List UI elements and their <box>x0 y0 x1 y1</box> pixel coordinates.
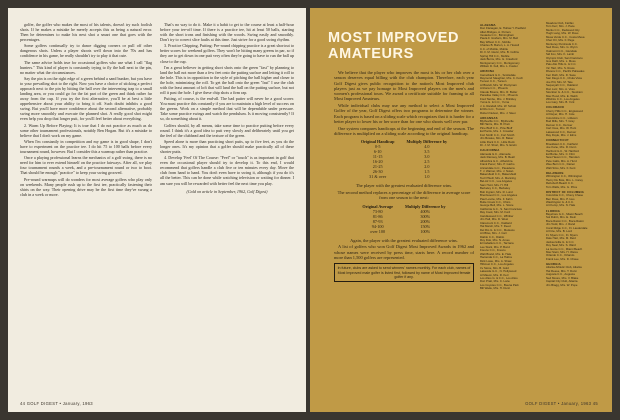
list-item: Butte Creek C.C., Chico <box>480 201 511 205</box>
list-item: Hal Reese, Mrs. T. Dunn <box>546 269 577 273</box>
list-item: Art Bliss, Mrs. J. Carr <box>480 232 507 236</box>
list-item: Vestavia C.C., Birmingham <box>480 33 514 37</box>
list-item: Hacienda C.C., La Habra <box>480 256 512 260</box>
list-item: Jim Bowles, Mrs. R. Baker <box>480 137 514 141</box>
table-cell: 300% <box>420 213 431 219</box>
notice-box: In future, clubs are asked to send winners' names monthly. For each club, names of Most Improved male golfer is listed first, followed by name of Most Improved female golfer if any. <box>334 263 474 282</box>
closing-paragraphs <box>334 238 474 261</box>
list-item: Chet Orr, Mrs. F. Page <box>546 39 575 43</box>
list-item: Columbine C.C., Littleton <box>546 116 578 120</box>
paragraph: 4. Develop 'Feel' Of The Course: "Feel" or "touch" is as important in golf that even the occasional player should try to develop it. To this end, I would recommend that golfers handle a club five or ten minutes every day. Move the club from hand to hand. You don't even have to swing it, although if you do it's all the better. This can be done while watching television or waiting for dinner. I am sure you will be rewarded with better feel the next time you play. <box>160 155 294 186</box>
table-cell: 3.0 <box>424 154 430 160</box>
list-item: T. J. Warner, Mrs. J. Nolan <box>480 169 514 173</box>
list-item: William D. Fell, Mrs. L. Fowler <box>480 65 518 69</box>
list-item: George Bell, Mrs. L. Stone <box>480 204 514 208</box>
list-item: Blytheville C.C., Blytheville <box>480 120 514 124</box>
list-item: Charles B. Burton, L. A. Howell <box>480 44 520 48</box>
list-item: Wee Burn C.C., Darien <box>546 163 576 167</box>
list-item: Capital City Club, Atlanta <box>546 280 578 284</box>
list-item: Los Coyotes C.C., Buena Park <box>480 283 519 287</box>
list-item: Stockton G. & C.C., Stockton <box>546 91 583 95</box>
paragraph: 3. Practice Chipping, Putting: Pre-round chipping practice is a great shortcut to better scores for weekend golfers. They won't be hitting many greens in par, so if they are to get down in one putt very often they're going to have to run the ball up close to the cup. <box>160 43 294 64</box>
list-item: Olympic Club, San Francisco <box>546 56 583 60</box>
list-item: Sol Rubin, Mrs. E. Klein <box>546 216 577 220</box>
list-item: Candlewood C.C., Whittier <box>480 214 514 218</box>
list-item: Alhambra G.C., Alhambra <box>480 159 513 163</box>
paragraph: The second method replaces a percentage of the difference in average score from one season to the next: <box>337 190 471 201</box>
paragraph: 2. Warm Up Before Playing: It is true that I do not practice as much as do some other tournament professionals, notably Ben Hogan. But it's a mistake to believe that I don't work on my game. <box>20 122 152 138</box>
list-item: Jim Bragg, Mrs. W. Pope <box>546 283 578 287</box>
list-item: Ray Cook, Mrs. M. Ford <box>480 211 511 215</box>
article-column-1 <box>20 22 152 388</box>
paragraph: Once a playing professional learns the mechanics of a golf swing, there is no need for him to ever extend himself on the practice fairways. After all, we play four tournament rounds a week, and a pre-tournament round or two to boot. That should be enough "practice" to keep your swing grooved. <box>20 155 152 176</box>
table-cell: 26-30 <box>372 169 383 175</box>
right-folio: GOLF DIGEST • January, 1963 45 <box>525 401 598 406</box>
list-item: Al Mason, Mrs. R. Kerr <box>480 273 509 277</box>
table-cell: 21-25 <box>372 164 383 170</box>
table-cell: 0-5 <box>374 144 381 150</box>
state-heading: GEORGIA <box>546 261 561 266</box>
list-item: Joe Pitt, Mrs. M. Tate <box>546 80 573 84</box>
list-item: Max Hood, Mrs. E. Webb <box>546 94 578 98</box>
paragraph: The player with the greatest evaluated difference wins. <box>355 183 453 189</box>
list-item: Boca Raton C.C., Boca Raton <box>546 219 584 223</box>
table-cell: 3.5 <box>424 149 430 155</box>
list-item: Augusta C.C., Augusta <box>546 273 575 277</box>
list-item: La Gorce C.C., Miami Beach <box>546 247 583 251</box>
table-cell: 11-15 <box>372 154 383 160</box>
list-item: Tom Walls, Mrs. G. Price <box>546 185 578 189</box>
list-item: Frank Lee, Mrs. D. Chase <box>546 257 579 261</box>
list-item: Hal Marsh, Mrs. T. Reed <box>480 225 511 229</box>
list-item: Claremont C.C., Oakland <box>480 221 512 225</box>
left-folio: 44 GOLF DIGEST • January, 1963 <box>20 401 93 406</box>
list-item: Alameda G.C., Alameda <box>480 152 511 156</box>
list-item: Hugh Lang, Mrs. W. Ross <box>546 32 579 36</box>
list-item: Gus Dahl, Mrs. L. Moss <box>546 59 576 63</box>
list-item: Ft. Myers C.C., Ft. Myers <box>546 233 578 237</box>
list-item: Bel-Air C.C., Los Angeles <box>480 180 513 184</box>
table-cell: 400% <box>420 208 431 214</box>
list-item: Sam Hunt, Mrs. H. Hill <box>480 183 509 187</box>
list-item: Los Altos G. & C.C., Los Altos <box>480 277 518 280</box>
table-cell: 100% <box>420 228 431 234</box>
list-item: Sequoyah C.C., Oakland <box>546 84 578 88</box>
list-item: Wilshire C.C., Los Angeles <box>546 97 580 101</box>
list-item: Pine Bluff C.C., Pine Bluff <box>480 126 513 130</box>
list-item: Henry Du Bois, Mrs. L. Carey <box>546 178 583 182</box>
list-item: Jacksonville G. & C.C. <box>546 240 575 244</box>
list-item: Lakewood C.C., Denver <box>546 130 577 134</box>
paragraph: Some golfers continually try to dance digging corners or pull off other dangerous shots. Unless a player shoots well down into the 70s and has confidence in his game, he really shouldn't try to play it that cute. <box>20 43 152 59</box>
table-cell: 150% <box>420 223 431 229</box>
list-item: Jack Ramsey, Mrs. B. Beall <box>480 156 515 160</box>
right-page <box>310 8 612 412</box>
list-item: Bud Mills, Mrs. T. Gray <box>546 120 575 124</box>
list-item: Bill Harris, Mrs. B. Pratt <box>480 123 510 127</box>
list-item: Denver C.C., Denver <box>546 123 573 127</box>
list-item: Walt Brand, Mrs. E. Hale <box>480 252 512 256</box>
list-item: Hartford G.C., W. Hartford <box>546 149 579 153</box>
table-cell: over 100 <box>370 228 386 234</box>
list-item: Atlanta Athletic Club, Atlanta <box>546 266 582 270</box>
list-item: Fresno C.C., Fresno <box>480 249 506 253</box>
list-item: Ed Harris, Mrs. J. Crowder <box>480 130 514 134</box>
list-item: Jim Hall, Mrs. D. West <box>480 218 509 222</box>
list-item: Paul Levine, Mrs. F. Kahn <box>480 197 513 201</box>
list-item: Don Pratt, Mrs. C. Lane <box>480 280 510 284</box>
list-item: Claude Bivens, Mrs. R. Butler <box>480 90 518 94</box>
list-item: Riviera C.C., Pacific Palisades <box>546 70 585 74</box>
table-cell: 73-80 <box>372 208 383 214</box>
list-item: Bakersfield C.C., Bakersfield <box>480 173 517 177</box>
list-item: Little Rock C.C., Little Rock <box>480 140 515 144</box>
list-item: Joe Kane, Mrs. R. Dunn <box>546 146 577 150</box>
list-item: Diablo C.C., Diablo <box>480 235 505 239</box>
list-item: California G.C., S. San Francisco <box>480 207 522 211</box>
table-cell: 31 & over <box>369 174 387 180</box>
list-item: Dale Hart, Mrs. M. Reid <box>546 237 576 241</box>
list-item: Monterey Peninsula C.C. <box>546 42 578 46</box>
state-heading: ARKANSAS <box>480 115 498 120</box>
list-item: Paradise Valley C.C., Phoenix <box>480 94 518 98</box>
state-heading: CALIFORNIA <box>480 148 500 153</box>
list-item: Palo Alto Hills G. & C.C. <box>546 63 577 67</box>
list-item: New Haven C.C., Hamden <box>546 156 580 160</box>
list-item: Raymond Slaughter, Mrs. C. Koch <box>480 76 523 80</box>
list-item: Columbia C.C., Chevy Chase <box>546 194 584 198</box>
title-line-1: MOST IMPROVED <box>328 30 460 46</box>
list-item: San Diego C.C., Chula Vista <box>546 77 582 81</box>
list-item: Spring Hill C.C., Mobile <box>480 54 510 58</box>
list-item: Lee Stark, Mrs. P. Bond <box>480 245 510 249</box>
list-item: Bayshore G.C., Miami Beach <box>546 212 583 216</box>
handicap-table <box>355 139 453 179</box>
intro-column <box>334 70 474 386</box>
paragraph: Putting, of course, is the end-all. The bad putter will never be a good scorer. You must practice this constantly if you are to maintain a high level of success on the greens. Work on a simple method that will be dependable under pressure. Take some practice swings and watch the pendulum. Is it moving consistently? If so, do something about it. <box>160 96 294 122</box>
table-cell: 4.0 <box>424 144 430 150</box>
score-table-header <box>356 204 451 209</box>
list-item: Tucson C.C., Tucson <box>480 80 507 84</box>
list-item: Bob Ingram, Mrs. R. Lund <box>480 190 513 194</box>
list-item: Berkeley C.C., Berkeley <box>480 187 511 191</box>
table-cell: 16-20 <box>372 159 383 165</box>
list-item: Ken Roth, Mrs. D. Saxe <box>546 73 576 77</box>
list-item: Irv Stone, Mrs. B. Gold <box>480 266 509 270</box>
list-item: Coral Ridge C.C., Ft. Lauderdale <box>546 226 588 230</box>
list-item: Robert Nelson, Mrs. J. Sleet <box>480 111 516 115</box>
state-heading: FLORIDA <box>546 208 561 213</box>
left-page <box>8 8 306 412</box>
table-cell: 81-86 <box>372 213 383 219</box>
list-item: Wilmington C.C., Wilmington <box>546 175 583 179</box>
list-item: Dr. F. M. Glenn, Mrs. B. Collins <box>480 51 519 55</box>
list-item: Paula F. Graham, Mrs. M. Bell <box>480 37 518 41</box>
list-item: Ray Doyle, Mrs. J. Elms <box>546 134 577 138</box>
list-item: Mesa Verde C.C., Costa Mesa <box>546 35 585 39</box>
table-header-cell: Multiply Difference by <box>404 203 446 209</box>
paragraph: That's no way to do it. Make it a habit to get to the course at least a half-hour before your tee-off time. If there is a practice tee, hit at least 50 balls, starting with the short irons and finishing with the woods. Swing easily and smoothly. Don't try to correct slice faults at this time. Just strive for a good swing rhythm. <box>160 22 294 43</box>
list-item: Washington G. & C.C. <box>546 201 574 205</box>
list-item: El Caballero C.C., Tarzana <box>480 242 514 246</box>
table-cell: 2.5 <box>424 159 430 165</box>
list-item: Ron Lutz, Mrs. A. Voss <box>546 87 575 91</box>
table-row <box>355 174 453 179</box>
table-header-cell: Original Average <box>362 203 393 209</box>
winners-list-column-2 <box>546 22 606 392</box>
list-item: Orlando C.C., Orlando <box>546 254 575 258</box>
list-item: Cherry Hills C.C., Englewood <box>546 109 583 113</box>
list-item: C.C. of Mobile, Mobile <box>480 47 508 51</box>
list-item: Hillcrest C.C., Los Angeles <box>480 263 514 267</box>
paragraph: While individual clubs may use any method to select a Most Improved Golfer of the year, Golf Digest offers two programs to determine the winner. Each program is based on a sliding scale which recognizes that it is harder for a better player to lower his or her score than for one who shoots well over par. <box>334 103 474 125</box>
winners-list-column-1 <box>480 22 542 392</box>
table-cell: 94-100 <box>371 223 384 229</box>
paragraph: Speed alone is more than practicing short putts, up to five feet, as you do the longer ones. It's my opinion that a golfer should make practically all of these shorter putts. <box>160 138 294 155</box>
list-item: Allan Bridges, A. Porters <box>480 30 511 34</box>
list-item: Bay Wilson C.C., Mobile <box>480 40 511 44</box>
mid-paragraphs <box>334 183 474 200</box>
state-heading: COLORADO <box>546 105 565 110</box>
paragraph: I'm a great believer in getting short shots onto the green "fast" by planning to land the ball not more than a few feet onto the putting surface and letting it roll to the hole. This is in opposition to the style of pitching the ball higher and closer to the hole, minimizing the roll. To get the ball onto the green "fast" I use the club with the least amount of loft that will land the ball on the putting surface, but not roll it past the hole. I give these chip shots a firm rap. <box>160 64 294 95</box>
paragraph: Golfers should, by all means, take some time to practice putting before every round. I think it's a good idea to putt very slowly and deliberately until you get the feel of the clubhead and the texture of the green. <box>160 122 294 138</box>
list-item: El Rio G.C., Tucson <box>480 108 505 112</box>
paragraph: The same advice holds true for occasional golfers who use what I call "flag hunters." This kind of player is constantly trying to fly the ball next to the pin, no matter what the circumstances. <box>20 59 152 75</box>
table-header-cell: Original Handicap <box>360 139 395 145</box>
list-item: Art Kemp, Mrs. N. Hale <box>546 204 576 208</box>
list-item: Max Stein, Mrs. H. Weiss <box>546 250 578 254</box>
state-heading: ARIZONA <box>480 69 495 74</box>
list-item: Al Brandt, Mrs. W. Prettyman <box>480 83 517 87</box>
table-row <box>356 229 451 234</box>
list-item: Lakeside G.C., N. Hollywood <box>480 270 517 274</box>
state-heading: ALABAMA <box>480 22 496 27</box>
list-item: Yuma G. & C.C., Yuma <box>480 101 510 105</box>
list-item: Fort Smith C.C., Fort Smith <box>480 133 515 137</box>
list-item: Sid Fox, Mrs. K. Lamb <box>546 53 575 57</box>
list-item: Ned Moore, Mrs. V. Blake <box>546 276 579 280</box>
table-cell: 1.0 <box>424 174 430 180</box>
table-cell: 1.5 <box>424 169 430 175</box>
list-item: Pete Gallo, Mrs. A. Hurd <box>546 159 577 163</box>
paragraph: When I'm constantly in competition and my game is in good shape, I don't have to experiment on the practice tee. I do hit 75 to 100 balls before every tournament round, however. But I consider this a warmup rather than practice. <box>20 138 152 155</box>
paragraph: (Gold on article in September, 1962, Golf Digest) <box>186 188 268 194</box>
list-item: Jack Burns, Mrs. G. Crawford <box>480 58 518 62</box>
list-item: Roy Neal, Mrs. S. Ward <box>546 244 576 248</box>
list-item: Ted O'Neill, Mrs. A. Manning <box>480 176 516 180</box>
list-item: Brentwood C.C., Los Angeles <box>480 194 518 198</box>
list-item: Don Flanagan, E. Hollow Y. Piedfeld <box>480 27 526 31</box>
table-cell: 2.0 <box>424 164 430 170</box>
list-item: Frank Perez, Mrs. P. Garbo <box>480 163 515 167</box>
list-item: Brooklawn C.C., Fairfield <box>546 142 578 146</box>
table-cell: 6-10 <box>373 149 382 155</box>
table-cell: 200% <box>420 218 431 224</box>
list-item: Vic Hart, Mrs. S. Rowe <box>546 66 575 70</box>
list-item: Carl Voss, Mrs. W. Hunt <box>546 127 577 131</box>
list-item: Bill Wade, Mrs. H. Dunn <box>480 287 511 291</box>
list-item: Camelback G.C., Scottsdale <box>480 73 516 77</box>
paragraph: We believe that the player who improves the most is his or her club over a season deserves equal billing with the club champion. Therefore, each year Golf Digest gives public recognition to the nation's Most Improved club players just as we pay homage to Most Improved players on the men's and women's professional tours. We award a certificate suitable for framing to all Most Improved Amateurs. <box>334 70 474 102</box>
list-item: Montgomery C.C., Montgomery <box>480 61 520 65</box>
state-heading: DELAWARE <box>546 170 564 175</box>
section-title <box>328 30 478 62</box>
list-item: Jim Todd, Mrs. J. Rand <box>546 223 576 227</box>
paragraph: A list of golfers who won Golf Digest Most Improved Awards in 1962 and whose names were received by press time, starts here. A record number of more than 1,500 golfers are represented. <box>334 244 474 260</box>
paragraph: Say the pin is on the right edge of a green behind a sand bunker, but you have to your prevailing shot to the right. Now you have a choice of sticking a perfect approach next to the pin by hitting the ball over the intervening trap to a small landing area, or you could go for the fat part of the green and think rather far away from the cup. If you try the first alternative, you'll be at best a little apprehensive about your ability to bring it off. Such doubt inhibits a good swing. But you'll have more confidence about the second alternative, probably swing more smoothly and execute the planned shot. A really good shot might even help you drop that longer putt, for you'll feel better about everything. <box>20 76 152 122</box>
intro-paragraphs <box>334 70 474 136</box>
list-item: Al Fine, Mrs. B. Lord <box>546 230 572 234</box>
score-table <box>356 204 451 234</box>
list-item: Tom Kerr, Mrs. J. Pace <box>546 25 575 29</box>
list-item: J. A. Randall, Mrs. W. Schott <box>480 104 517 108</box>
list-item: Fred Tambe, Mrs. J. Brinkley <box>480 97 517 101</box>
list-item: Ned Ross, Mrs. G. Wynn <box>546 46 578 50</box>
state-heading: CONNECTICUT <box>546 138 569 143</box>
paragraph: One system compares handicaps at the beginning and end of the season. The difference is multiplied on a sliding scale according to the original handicap. <box>334 125 474 137</box>
paragraph: Pre-round warmups will do wonders for most average golfers who play only on weekends. Many people rush up to the first tee, practically fastening their shirts on the way. Their opening drive may be the first time they've swung a club in a week or more. <box>20 176 152 197</box>
paragraph: Again, the player with the greatest evaluated difference wins. <box>350 237 458 243</box>
list-item: Annandale G.C., Pasadena <box>480 166 515 170</box>
list-item: Del Rio G. & C.C., Modesto <box>480 228 515 232</box>
list-item: Oakmont C.C., Glendale <box>546 49 577 53</box>
list-item: Ben Ross, Mrs. P. Ives <box>546 197 575 201</box>
list-item: Walt Sims, Mrs. F. Kent <box>546 166 576 170</box>
article-column-2 <box>160 22 294 388</box>
list-item: Al Dwyer, Mrs. H. Cole <box>546 113 575 117</box>
title-line-2: AMATEURS <box>328 46 414 62</box>
list-item: Meadow Club, Fairfax <box>546 22 574 25</box>
list-item: Roy Fisk, Mrs. N. Ames <box>480 239 510 243</box>
list-item: Arizona C.C., Phoenix <box>480 87 508 91</box>
table-header-cell: Multiply Difference by <box>406 139 448 145</box>
list-item: Dr. J. M. Short, Mrs. S. Erwin <box>480 144 517 148</box>
list-item: Rehoboth Beach C.C. <box>546 182 574 186</box>
list-item: Lou Gary, Mrs. B. York <box>546 101 575 105</box>
list-item: Ed Burke, Mrs. C. Flint <box>546 152 575 156</box>
list-item: Dick Lowe, Mrs. A. Shaw <box>480 259 512 263</box>
state-heading: DISTRICT OF COLUMBIA <box>546 189 584 194</box>
paragraph: golfer, the golfer who makes the most of his talents, doesn't try such foolish shots. If he makes a mistake he merely accepts this as being a natural error. Then he determines to make his next shot a smart one that goes with the percentages. <box>20 22 152 43</box>
list-item: Menlo C.C., Redwood City <box>546 28 580 32</box>
table-cell: 87-93 <box>372 218 383 224</box>
